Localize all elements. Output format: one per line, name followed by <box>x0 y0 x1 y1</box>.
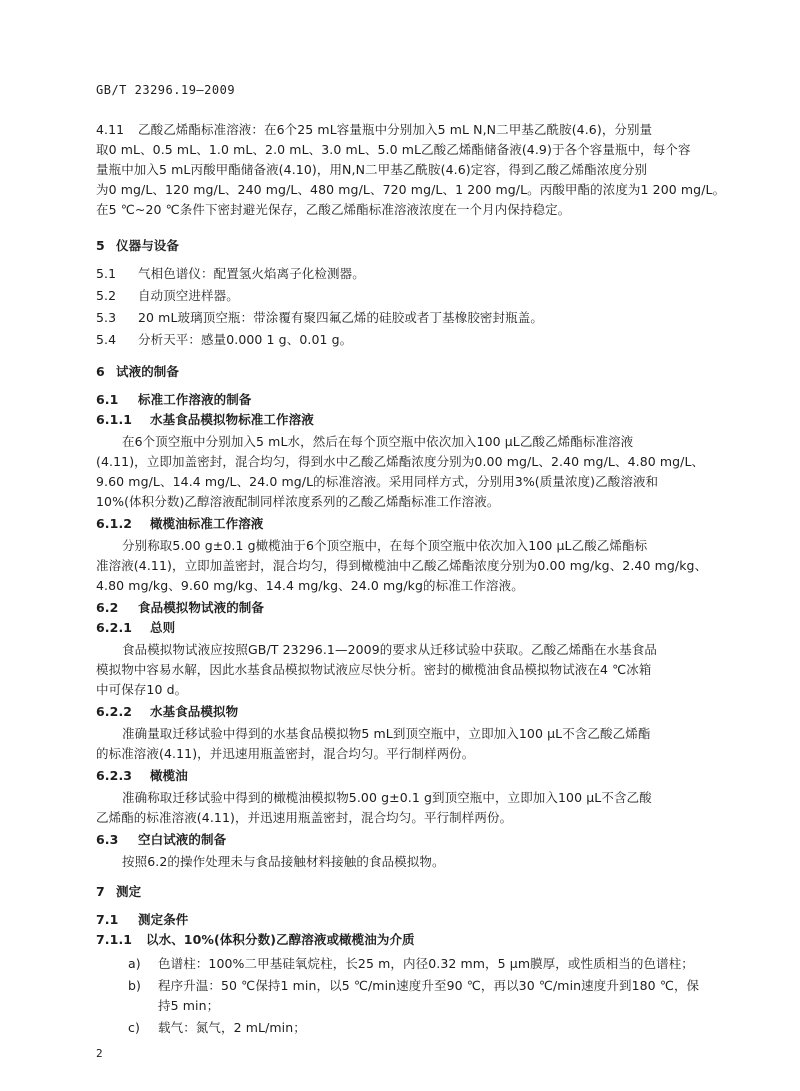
clause-5-3 <box>96 310 543 326</box>
list-marker: b) <box>128 978 142 993</box>
section-7-heading <box>96 884 141 900</box>
clause-4-11-line-5: 在5 ℃~20 ℃条件下密封避光保存，乙酸乙烯酯标准溶液浓度在一个月内保持稳定。 <box>96 202 571 217</box>
clause-6-3-line-1: 按照6.2的操作处理未与食品接触材料接触的食品模拟物。 <box>122 854 445 869</box>
clause-title: 橄榄油标准工作溶液 <box>150 516 264 531</box>
clause-title: 以水、10%(体积分数)乙醇溶液或橄榄油为介质 <box>146 932 415 947</box>
clause-4-11-line-4: 为0 mg/L、120 mg/L、240 mg/L、480 mg/L、720 mg/L、1 200 mg/L。丙酸甲酯的浓度为1 200 mg/L。 <box>96 182 726 197</box>
clause-text: 自动顶空进样器。 <box>138 288 239 303</box>
clause-number: 5.2 <box>96 288 117 303</box>
clause-5-4 <box>96 332 352 348</box>
clause-text: 乙酸乙烯酯标准溶液：在6个25 mL容量瓶中分别加入5 mL N,N二甲基乙酰胺(4.6)，分别量 <box>138 122 653 137</box>
clause-6-2-3-line-1: 准确称取迁移试验中得到的橄榄油模拟物5.00 g±0.1 g到顶空瓶中，立即加入100 μL不含乙酸 <box>122 790 652 805</box>
list-item-c <box>128 1020 306 1036</box>
clause-number: 6.2 <box>96 600 119 615</box>
clause-number: 6.1 <box>96 392 119 407</box>
section-title: 仪器与设备 <box>116 238 180 253</box>
clause-6-2-2-line-2: 的标准溶液(4.11)，并迅速用瓶盖密封，混合均匀。平行制样两份。 <box>96 746 475 761</box>
clause-6-1-1-line-4: 10%(体积分数)乙醇溶液配制同样浓度系列的乙酸乙烯酯标准工作溶液。 <box>96 494 500 509</box>
clause-title: 空白试液的制备 <box>138 832 227 847</box>
clause-5-2 <box>96 288 239 304</box>
clause-6-2-1-heading <box>96 620 175 636</box>
clause-6-1-2-line-1: 分别称取5.00 g±0.1 g橄榄油于6个顶空瓶中，在每个顶空瓶中依次加入100 μL乙酸乙烯酯标 <box>122 538 648 553</box>
list-item-a <box>128 956 694 972</box>
clause-number: 6.2.3 <box>96 768 133 783</box>
section-number: 7 <box>96 884 105 899</box>
clause-number: 6.1.2 <box>96 516 133 531</box>
clause-number: 5.4 <box>96 332 117 347</box>
clause-number: 6.1.1 <box>96 412 133 427</box>
list-item-b-continued: 持5 min； <box>158 998 220 1013</box>
clause-number: 6.2.2 <box>96 704 133 719</box>
list-marker: a) <box>128 956 141 971</box>
clause-4-11-line-1 <box>96 122 652 138</box>
clause-title: 水基食品模拟物标准工作溶液 <box>150 412 314 427</box>
list-text: 载气：氮气，2 mL/min； <box>158 1020 306 1035</box>
clause-6-1-1-line-2: (4.11)，立即加盖密封，混合均匀，得到水中乙酸乙烯酯浓度分别为0.00 mg/L、2.40 mg/L、4.80 mg/L、 <box>96 454 705 469</box>
clause-number: 6.3 <box>96 832 119 847</box>
clause-title: 总则 <box>150 620 176 635</box>
clause-6-1-2-line-2: 准溶液(4.11)，立即加盖密封，混合均匀，得到橄榄油中乙酸乙烯酯浓度分别为0.00 mg/kg、2.40 mg/kg、 <box>96 558 708 573</box>
clause-title: 水基食品模拟物 <box>150 704 239 719</box>
clause-6-1-2-line-3: 4.80 mg/kg、9.60 mg/kg、14.4 mg/kg、24.0 mg/kg的标准工作溶液。 <box>96 578 524 593</box>
clause-6-2-2-heading <box>96 704 238 720</box>
clause-6-2-1-line-3: 中可保存10 d。 <box>96 682 188 697</box>
clause-text: 20 mL玻璃顶空瓶：带涂覆有聚四氟乙烯的硅胶或者丁基橡胶密封瓶盖。 <box>138 310 543 325</box>
section-title: 试液的制备 <box>116 364 180 379</box>
section-number: 6 <box>96 364 105 379</box>
page-number: 2 <box>96 1047 103 1060</box>
clause-4-11-line-3: 量瓶中加入5 mL丙酸甲酯储备液(4.10)，用N,N二甲基乙酰胺(4.6)定容，得到乙酸乙烯酯浓度分别 <box>96 162 648 177</box>
section-5-heading <box>96 238 179 254</box>
clause-number: 5.1 <box>96 266 117 281</box>
list-marker: c) <box>128 1020 140 1035</box>
clause-6-2-heading <box>96 600 264 616</box>
clause-6-1-1-line-1: 在6个顶空瓶中分别加入5 mL水，然后在每个顶空瓶中依次加入100 μL乙酸乙烯酯标准溶液 <box>122 434 634 449</box>
clause-5-1 <box>96 266 365 282</box>
clause-7-1-1-heading <box>96 932 415 948</box>
clause-6-2-2-line-1: 准确量取迁移试验中得到的水基食品模拟物5 mL到顶空瓶中，立即加入100 μL不含乙酸乙烯酯 <box>122 726 651 741</box>
clause-number: 7.1 <box>96 912 119 927</box>
clause-6-3-heading <box>96 832 226 848</box>
clause-number: 7.1.1 <box>96 932 133 947</box>
section-6-heading <box>96 364 179 380</box>
list-text: 程序升温：50 ℃保持1 min，以5 ℃/min速度升至90 ℃，再以30 ℃/min速度升到180 ℃，保 <box>158 978 700 993</box>
clause-title: 橄榄油 <box>150 768 188 783</box>
clause-6-2-1-line-1: 食品模拟物试液应按照GB/T 23296.1—2009的要求从迁移试验中获取。乙酸乙烯酯在水基食品 <box>122 642 657 657</box>
list-item-b <box>128 978 699 994</box>
clause-6-1-1-heading <box>96 412 314 428</box>
clause-6-2-3-line-2: 乙烯酯的标准溶液(4.11)，并迅速用瓶盖密封，混合均匀。平行制样两份。 <box>96 810 513 825</box>
clause-6-1-2-heading <box>96 516 263 532</box>
section-number: 5 <box>96 238 105 253</box>
section-title: 测定 <box>116 884 142 899</box>
clause-7-1-heading <box>96 912 188 928</box>
clause-title: 食品模拟物试液的制备 <box>138 600 265 615</box>
clause-text: 气相色谱仪：配置氢火焰离子化检测器。 <box>138 266 365 281</box>
clause-number: 5.3 <box>96 310 117 325</box>
clause-title: 标准工作溶液的制备 <box>138 392 252 407</box>
list-text: 色谱柱：100%二甲基硅氧烷柱，长25 m，内径0.32 mm，5 μm膜厚，或性质相当的色谱柱； <box>158 956 694 971</box>
clause-text: 分析天平：感量0.000 1 g、0.01 g。 <box>138 332 353 347</box>
clause-6-2-1-line-2: 模拟物中容易水解，因此水基食品模拟物试液应尽快分析。密封的橄榄油食品模拟物试液在4 ℃冰箱 <box>96 662 652 677</box>
clause-6-1-1-line-3: 9.60 mg/L、14.4 mg/L、24.0 mg/L的标准溶液。采用同样方式，分别用3%(质量浓度)乙酸溶液和 <box>96 474 659 489</box>
clause-number: 4.11 <box>96 122 125 137</box>
standard-code-header: GB/T 23296.19—2009 <box>96 83 236 97</box>
clause-number: 6.2.1 <box>96 620 133 635</box>
clause-4-11-line-2: 取0 mL、0.5 mL、1.0 mL、2.0 mL、3.0 mL、5.0 mL乙酸乙烯酯储备液(4.9)于各个容量瓶中，每个容 <box>96 142 691 157</box>
clause-6-2-3-heading <box>96 768 188 784</box>
clause-title: 测定条件 <box>138 912 189 927</box>
clause-6-1-heading <box>96 392 251 408</box>
